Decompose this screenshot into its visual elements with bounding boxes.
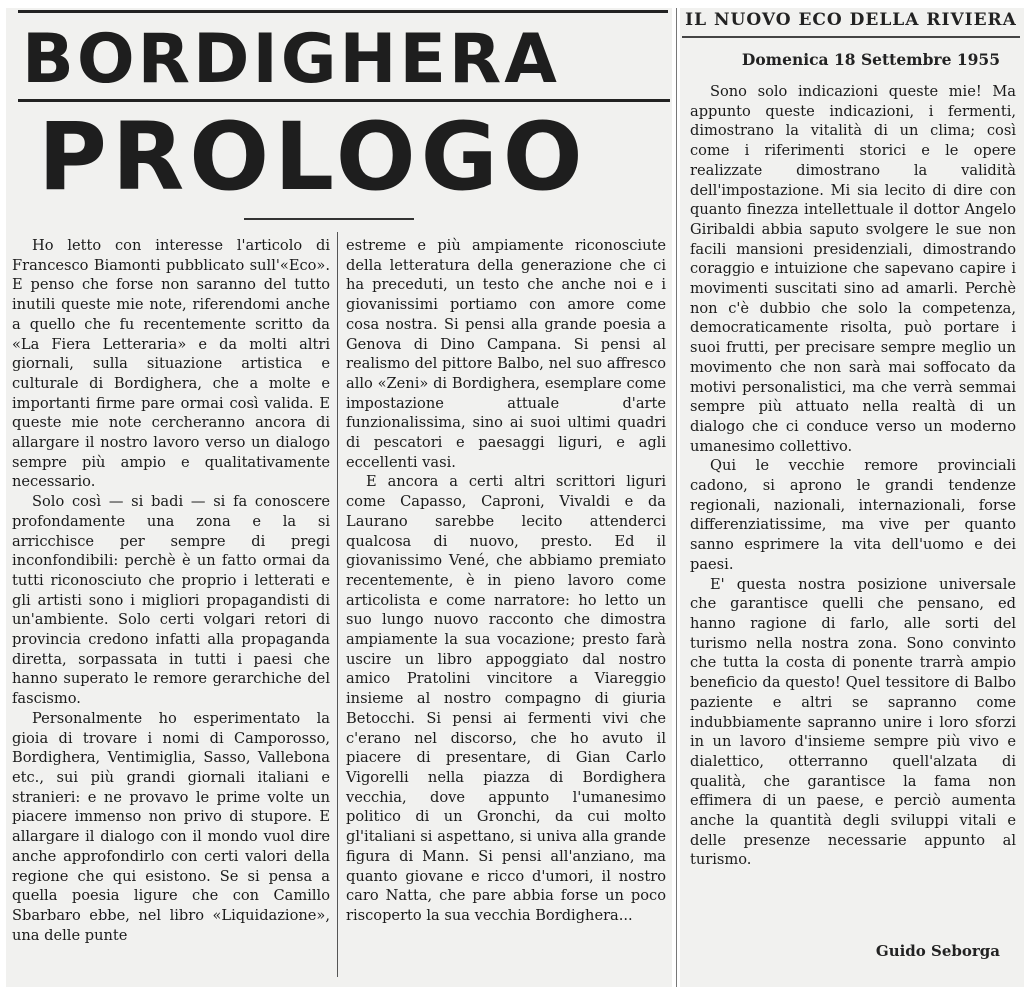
headline: PROLOGO xyxy=(38,103,588,212)
article-column-3 xyxy=(690,82,1016,870)
headline-rule xyxy=(244,218,414,220)
column-divider xyxy=(337,232,338,977)
dateline: Domenica 18 Settembre 1955 xyxy=(741,50,1000,69)
newspaper-masthead: IL NUOVO ECO DELLA RIVIERA xyxy=(682,10,1020,38)
paragraph: estreme e più ampiamente riconosciute della letteratura della generazione che ci ha preceduti, un testo che anche noi e i giovanissimi portiamo con amore come cosa nostra. Si pensi alla grande poesia a Genova di Dino Campana. Si pensi al realismo del pittore Balbo, nel suo affresco allo «Zeni» di Bordighera, esemplare come impostazione attuale d'arte funzionalissima, sino ai suoi ultimi quadri di pescatori e paesaggi liguri, e agli eccellenti vasi. xyxy=(346,237,666,471)
paragraph: Sono solo indicazioni queste mie! Ma appunto queste indicazioni, i fermenti, dimostrano la vitalità di un clima; così come i riferimenti storici e le opere realizzate dimostrano la validità dell'impostazione. Mi sia lecito di dire con quanto finezza intellettuale il dottor Angelo Giribaldi abbia saputo svolgere le sue non facili mansioni presidenziali, dimostrando coraggio e intuizione che sapevano capire i movimenti suscitati sino ad amarli. Perchè non c'è dubbio che solo la competenza, democraticamente risolta, può portare i suoi frutti, per precisare sempre meglio un movimento che non sarà mai soffocato da motivi personalistici, ma che verrà semmai sempre più attuato nella realtà di un dialogo che ci conduce verso un moderno umanesimo collettivo. xyxy=(690,83,1016,455)
article-column-1 xyxy=(12,236,330,945)
paragraph: Qui le vecchie remore provinciali cadono, si aprono le grandi tendenze regionali, nazionali, internazionali, forse differenziatissime, ma vive per quanto sanno esprimere la vita dell'uomo e dei paesi. xyxy=(690,457,1016,573)
paragraph: E' questa nostra posizione universale che garantisce quelli che pensano, ed hanno ragione di farlo, alle sorti del turismo nella nostra zona. Sono convinto che tutta la costa di ponente trarrà ampio beneficio da questo! Quel tessitore di Balbo paziente e altri se sapranno come indubbiamente sapranno unire i loro sforzi in un lavoro d'insieme sempre più vivo e dialettico, otterranno quell'alzata di qualità, che garantisce la fama non effimera di un paese, e perciò aumenta anche la quantità degli sviluppi vitali e delle presenze necessarie appunto al turismo. xyxy=(690,575,1016,869)
paragraph: E ancora a certi altri scrittori liguri come Capasso, Caproni, Vivaldi e da Laurano sarebbe lecito attenderci qualcosa di nuovo, presto. Ed il giovanissimo Vené, che abbiamo premiato recentemente, è in pieno lavoro come articolista e come narratore: ho letto un suo lungo nuovo racconto che dimostra ampiamente la sua vocazione; presto farà uscire un libro appoggiato dal nostro amico Pratolini vincitore a Viareggio insieme al nostro compagno di giuria Betocchi. Si pensi ai fermenti vivi che c'erano nel discorso, che ho avuto il piacere di presentare, di Gian Carlo Vigorelli nella piazza di Bordighera vecchia, dove appunto l'umanesimo politico di un Gronchi, da cui molto gl'italiani si aspettano, si univa alla grande figura di Mann. Si pensi all'anziano, ma quanto giovane e ricco d'umori, il nostro caro Natta, che pare abbia forse un poco riscoperto la sua vecchia Bordighera... xyxy=(346,473,666,924)
paragraph: Personalmente ho esperimentato la gioia di trovare i nomi di Camporosso, Bordighera, Ventimiglia, Sasso, Vallebona etc., sui più grandi giornali italiani e stranieri: e ne provavo le prime volte un piacere immenso non privo di stupore. E allargare il dialogo con il mondo vuol dire anche approfondirlo con certi valori della regione che qui esistono. Se si pensa a quella poesia ligure che con Camillo Sbarbaro ebbe, nel libro «Liquidazione», una delle punte xyxy=(12,709,330,944)
top-rule xyxy=(18,10,668,13)
paragraph: Solo così — si badi — si fa conoscere profondamente una zona e la si arricchisce per sempre di pregi inconfondibili: perchè è un fatto ormai da tutti riconosciuto che proprio i letterati e gli artisti sono i migliori propagandisti di un'ambiente. Solo certi volgari retori di provincia credono infatti alla propaganda diretta, sorpassata in tutti i paesi che hanno superato le remore gerarchiche del fascismo. xyxy=(12,493,330,708)
author-signature: Guido Seborga xyxy=(875,942,1000,960)
title-rule xyxy=(18,99,670,102)
article-column-2 xyxy=(346,236,666,926)
kicker-title: BORDIGHERA xyxy=(22,20,560,99)
clipping-gap xyxy=(676,8,677,987)
paragraph: Ho letto con interesse l'articolo di Francesco Biamonti pubblicato sull'«Eco». E penso che forse non saranno del tutto inutili queste mie note, riferendomi anche a quello che fu recentemente scritto da «La Fiera Letteraria» e da molti altri giornali, sulla situazione artistica e culturale di Bordighera, che a molte e importanti firme pare ormai così valida. E queste mie note cercheranno ancora di allargare il nostro lavoro verso un dialogo sempre più ampio e qualitativamente necessario. xyxy=(12,237,330,491)
